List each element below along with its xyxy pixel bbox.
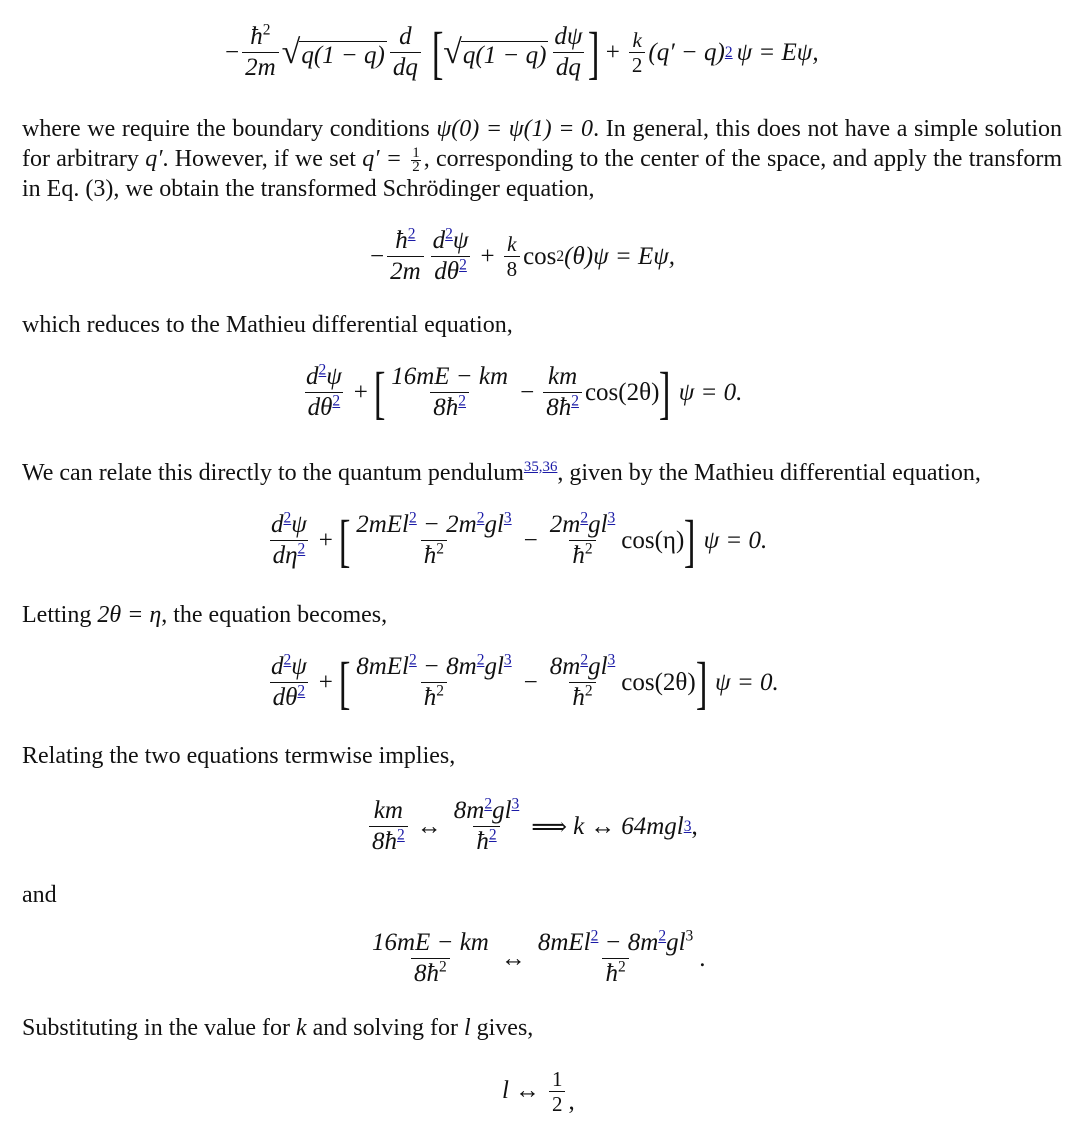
fraction-one-half: $\frac{1}{2}$ <box>549 1067 566 1116</box>
equation-k-relation: $\frac{km}{8ħ^2}$ ↔ $\frac{8m^2gl^3}{ħ^2}$ ⟹ k ↔ 64mgl 3 , <box>366 796 698 857</box>
left-bracket: [ <box>338 649 351 715</box>
inline-fraction-half: $\frac{1}{2}$ <box>412 144 420 175</box>
equation-energy-relation: $\frac{16mE - km}{8ħ^2}$ ↔ $\frac{8mEl^2 - 8m^2gl^3}{ħ^2}$ . <box>366 928 706 989</box>
fraction-pendulum-potential: $\frac{2m^2gl^3}{ħ^2}$ <box>549 509 616 569</box>
equation-link[interactable]: 3 <box>683 817 692 835</box>
equation-link[interactable]: 2 <box>658 927 667 945</box>
right-bracket: ] <box>659 359 671 425</box>
equation-link[interactable]: 2 <box>409 651 417 669</box>
inline-math-qprime: q′ <box>145 146 163 172</box>
fraction-d2psi-dtheta2: $\frac{d^2\psi}{d\theta^2}$ <box>306 361 342 421</box>
right-bracket: ] <box>684 507 696 573</box>
fraction-potential-term: $\frac{8m^2gl^3}{ħ^2}$ <box>453 795 520 855</box>
equation-link[interactable]: 3 <box>607 509 616 527</box>
equation-quantum-pendulum: $\frac{d^2\psi}{d\eta^2}$ + [ $\frac{2mEl^2 - 2m^2gl^3}{ħ^2}$ − $\frac{2m^2gl^3}{ħ^2}$ cos(η) ] ψ = 0. <box>265 510 767 571</box>
equation-link[interactable]: 2 <box>724 43 733 61</box>
citation-link[interactable]: 35,36 <box>523 459 558 476</box>
equation-link[interactable]: 2 <box>445 225 453 243</box>
fraction-d-dq: $\frac{d}{dq}$ <box>390 22 421 83</box>
square-root: √ q(1 − q) <box>281 33 385 71</box>
fraction-d2psi-deta2: $\frac{d^2\psi}{d\eta^2}$ <box>271 509 307 569</box>
equation-link[interactable]: 2 <box>488 826 497 844</box>
fraction-energy-term: $\frac{8mEl^2 - 8m^2gl^3}{ħ^2}$ <box>356 651 512 711</box>
equation-link[interactable]: 2 <box>297 540 306 558</box>
equation-rhs: ψ = Eψ, <box>736 38 819 66</box>
fraction-hbar2-over-2m: $\frac{ħ^2}{2m}$ <box>387 226 424 287</box>
equation-link[interactable]: 2 <box>580 651 589 669</box>
equation-pendulum-theta: $\frac{d^2\psi}{d\theta^2}$ + [ $\frac{8mEl^2 - 8m^2gl^3}{ħ^2}$ − $\frac{8m^2gl^3}{ħ^2}$ cos(2θ) ] ψ = 0. <box>265 652 779 713</box>
fraction-energy-term: $\frac{16mE - km}{8ħ^2}$ <box>391 363 509 421</box>
paragraph-quantum-pendulum: We can relate this directly to the quantum pendulum$^{35,36}$, given by the Mathieu differential equation, <box>22 459 981 486</box>
equation-link[interactable]: 2 <box>590 927 599 945</box>
equation-link[interactable]: 3 <box>503 651 512 669</box>
minus-sign: − <box>225 38 240 66</box>
difference-term: (q′ − q) <box>648 38 725 66</box>
inline-math-substitution: 2θ = η <box>97 602 162 628</box>
fraction-pendulum-energy: $\frac{8mEl^2 - 8m^2gl^3}{ħ^2}$ <box>537 927 694 987</box>
equation-link[interactable]: 2 <box>476 651 485 669</box>
equation-l-result: l ↔ $\frac{1}{2}$ , <box>502 1066 575 1116</box>
fraction-k-over-8: $\frac{k}{8}$ <box>504 232 521 281</box>
equation-link[interactable]: 2 <box>283 651 292 669</box>
fraction-km-term: $\frac{km}{8ħ^2}$ <box>543 362 582 423</box>
fraction-d2psi-dtheta2: $\frac{d^2\psi}{d\theta^2}$ <box>271 651 307 711</box>
equation-link[interactable]: 2 <box>458 392 467 410</box>
square-root-inner: √ q(1 − q) <box>443 33 547 71</box>
right-bracket: ] <box>695 649 708 715</box>
inline-math-boundary: ψ(0) = ψ(1) = 0 <box>436 116 594 142</box>
inline-math-qprime-eq: q′ = <box>362 146 409 172</box>
equation-link[interactable]: 2 <box>318 361 327 379</box>
paragraph-boundary-conditions: where we require the boundary conditions ψ(0) = ψ(1) = 0. In general, this does not have a simple solution for arbitrary q′. However, if we set q′ = $\frac{1}{2}$ , corresponding to the center of the space, and apply the transform in Eq. (3), we obtain the transformed Schrödinger equation, <box>22 116 1063 202</box>
fraction-potential-term: $\frac{8m^2gl^3}{ħ^2}$ <box>549 651 616 711</box>
equation-link[interactable]: 2 <box>484 795 493 813</box>
paragraph-letting: Letting 2θ = η, the equation becomes, <box>22 602 388 628</box>
fraction-hbar2-over-2m: $\frac{ħ^2}{2m}$ <box>242 22 279 83</box>
fraction-km-term: $\frac{km}{8ħ^2}$ <box>369 796 408 857</box>
equation-link[interactable]: 2 <box>397 826 405 844</box>
left-bracket: [ <box>373 359 386 425</box>
right-bracket: ] <box>588 19 600 85</box>
paragraph-mathieu-intro: which reduces to the Mathieu differential equation, <box>22 312 513 338</box>
paragraph-and: and <box>22 882 57 908</box>
left-bracket: [ <box>338 507 351 573</box>
equation-link[interactable]: 2 <box>407 225 416 243</box>
fraction-d2psi-dtheta2: $\frac{d^2\psi}{d\theta^2}$ <box>432 225 469 285</box>
equation-link[interactable]: 2 <box>459 256 467 274</box>
equation-link[interactable]: 3 <box>607 651 616 669</box>
equation-link[interactable]: 2 <box>283 509 292 527</box>
paragraph-relating: Relating the two equations termwise implies, <box>22 743 456 769</box>
equation-link[interactable]: 2 <box>476 509 485 527</box>
equation-link[interactable]: 3 <box>511 795 520 813</box>
equation-mathieu: $\frac{d^2\psi}{d\theta^2}$ + [ $\frac{16mE - km}{8ħ^2}$ − $\frac{km}{8ħ^2}$ cos(2θ) ] ψ = 0. <box>300 362 742 423</box>
equation-link[interactable]: 2 <box>332 392 341 410</box>
fraction-dpsi-dq: $\frac{d\psi}{dq}$ <box>554 23 583 81</box>
equation-link[interactable]: 2 <box>571 392 579 410</box>
paragraph-substituting: Substituting in the value for k and solving for l gives, <box>22 1015 534 1041</box>
equation-link[interactable]: 2 <box>297 682 306 700</box>
fraction-k-over-2: $\frac{k}{2}$ <box>629 28 646 77</box>
fraction-pendulum-energy: $\frac{2mEl^2 - 2m^2gl^3}{ħ^2}$ <box>356 509 512 569</box>
left-bracket: [ <box>431 19 444 85</box>
equation-schrodinger-q: − $\frac{ħ^2}{2m}$ √ q(1 − q) $\frac{d}{dq}$ [ √ q(1 − q) $\frac{d\psi}{dq}$ ] + $\frac{k}{2}$ (q′ − q) 2 ψ = Eψ, <box>225 19 819 85</box>
equation-link[interactable]: 2 <box>580 509 589 527</box>
equation-transformed-schrodinger: − $\frac{ħ^2}{2m}$ $\frac{d^2\psi}{d\theta^2}$ + $\frac{k}{8}$ cos 2 (θ)ψ = Eψ, <box>370 225 676 285</box>
fraction-energy-term: $\frac{16mE - km}{8ħ^2}$ <box>372 929 489 987</box>
equation-link[interactable]: 2 <box>409 509 417 527</box>
equation-link[interactable]: 3 <box>503 509 512 527</box>
